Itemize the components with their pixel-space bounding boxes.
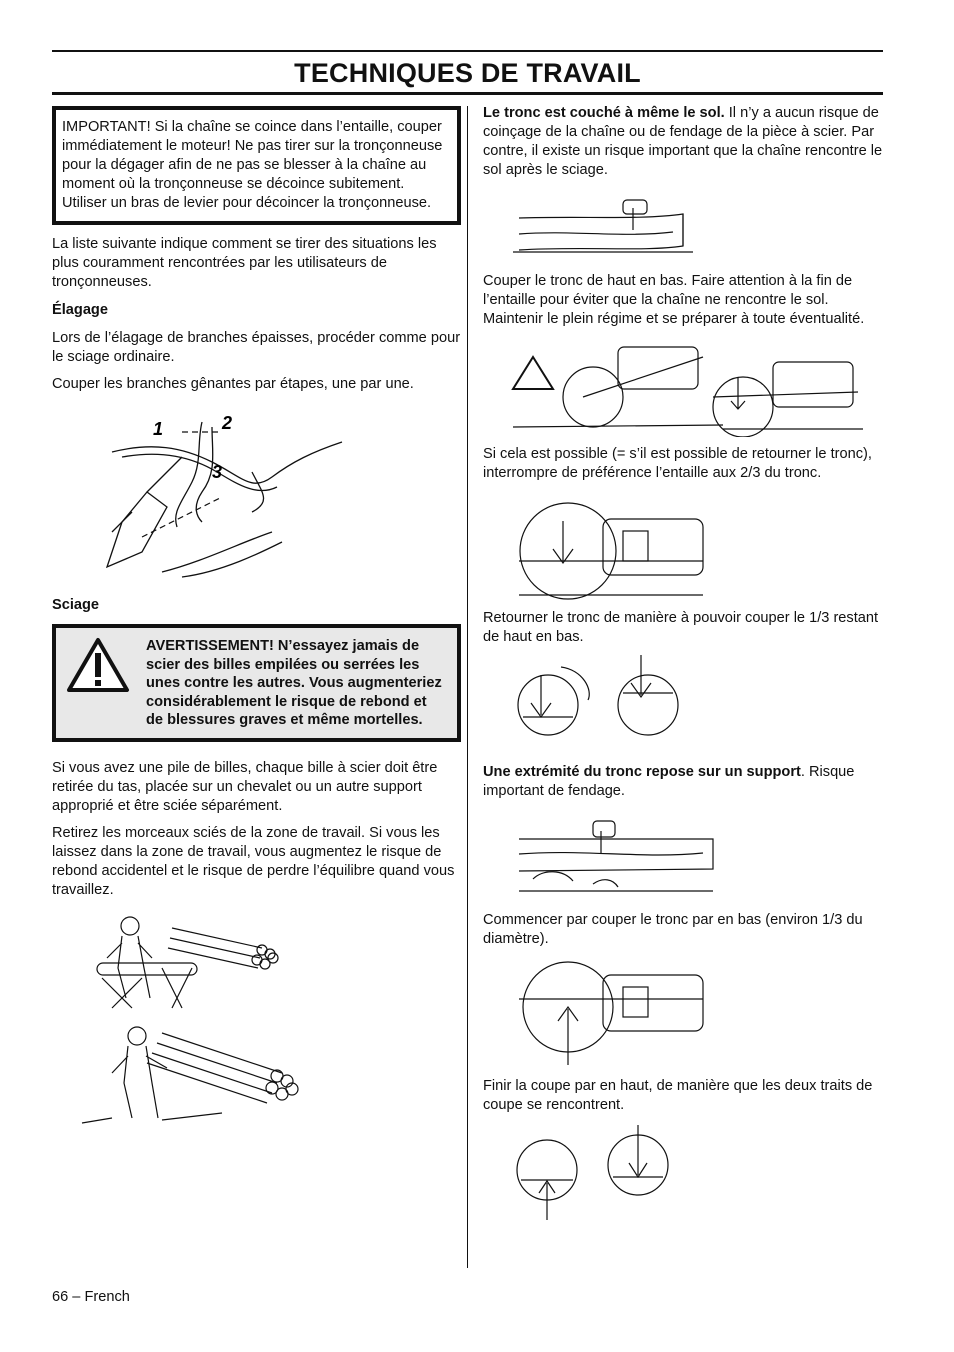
ground-bold: Le tronc est couché à même le sol. xyxy=(483,105,725,121)
bottom-cut-illustration xyxy=(483,957,883,1067)
support-rest: . Risque important de fendage. xyxy=(483,764,855,799)
pruning-illustration xyxy=(52,402,461,592)
pile-paragraph-1: Si vous avez une pile de billes, chaque bille à scier doit être retirée du tas, placée sur un chevalet ou un autre support approprié et être sciée séparément. xyxy=(52,759,438,814)
important-box xyxy=(52,106,461,225)
elagage-heading: Élagage xyxy=(52,302,108,318)
fig-label-2: 2 xyxy=(222,413,233,433)
log-pile-illustration xyxy=(52,908,461,1148)
elagage-paragraph-1: Lors de l’élagage de branches épaisses, procéder comme pour le sciage ordinaire. xyxy=(52,330,461,365)
header-bottom-rule xyxy=(52,92,883,95)
ground-contact-illustration xyxy=(483,337,883,437)
support-bold: Une extrémité du tronc repose sur un support xyxy=(483,764,801,780)
finish-top-paragraph: Finir la coupe par en haut, de manière que les deux traits de coupe se rencontrent. xyxy=(483,1078,873,1113)
log-on-support-illustration xyxy=(483,809,883,899)
fig-label-3: 3 xyxy=(212,462,223,482)
log-on-ground-illustration xyxy=(483,186,883,258)
page-title: TECHNIQUES DE TRAVAIL xyxy=(294,58,641,88)
support-paragraph xyxy=(483,763,883,801)
warning-triangle-icon xyxy=(66,637,146,730)
cut-top-paragraph: Couper le tronc de haut en bas. Faire attention à la fin de l’entaille pour éviter que la chaîne ne rencontre le sol. Maintenir le plein régime et se préparer à toute éventualité. xyxy=(483,273,865,327)
header-top-rule xyxy=(52,50,883,52)
important-text: IMPORTANT! Si la chaîne se coince dans l’entaille, couper immédiatement le moteur! Ne pas tirer sur la tronçonneuse pour la dégager afin de ne pas se blesser à la chaîne au moment où la tronçonneuse se décoince subitement. Utiliser un bras de levier pour décoincer la tronçonneuse. xyxy=(62,119,443,211)
turn-log-paragraph: Retourner le tronc de manière à pouvoir couper le 1/3 restant de haut en bas. xyxy=(483,610,879,645)
column-divider xyxy=(467,106,468,1268)
page-header xyxy=(52,50,883,95)
fig-label-1: 1 xyxy=(153,419,164,439)
finish-cut-illustration xyxy=(483,1125,883,1225)
turn-log-illustration xyxy=(483,655,883,751)
ground-rest: Il n’y a aucun risque de coinçage de la chaîne ou de fendage de la pièce à scier. Par contre, il existe un risque important que la chaîne rencontre le sol après le sciage. xyxy=(483,105,883,178)
ground-paragraph xyxy=(483,104,883,180)
warning-text: AVERTISSEMENT! N’essayez jamais de scier des billes empilées ou serrées les unes contre les autres. Vous augmenteriez considérablement le risque de rebond et de blessures graves et même mortelles. xyxy=(146,638,442,728)
two-thirds-paragraph: Si cela est possible (= s’il est possible de retourner le tronc), interrompre de préférence l’entaille aux 2/3 du tronc. xyxy=(483,446,872,481)
page-footer: 66 – French xyxy=(52,1289,130,1305)
left-column xyxy=(52,106,461,1148)
pile-paragraph-2: Retirez les morceaux sciés de la zone de travail. Si vous les laissez dans la zone de travail, vous augmentez le risque de rebond accidentel et le risque de perdre l’équilibre quand vous travaillez. xyxy=(52,824,455,898)
elagage-paragraph-2: Couper les branches gênantes par étapes, une par une. xyxy=(52,376,414,392)
intro-paragraph: La liste suivante indique comment se tirer des situations les plus couramment rencontrées par les utilisateurs de tronçonneuses. xyxy=(52,236,437,290)
two-thirds-cut-illustration xyxy=(483,491,883,601)
sciage-heading: Sciage xyxy=(52,597,100,613)
bottom-first-paragraph: Commencer par couper le tronc par en bas (environ 1/3 du diamètre). xyxy=(483,912,863,947)
right-column xyxy=(483,104,883,1225)
warning-box xyxy=(52,624,461,742)
